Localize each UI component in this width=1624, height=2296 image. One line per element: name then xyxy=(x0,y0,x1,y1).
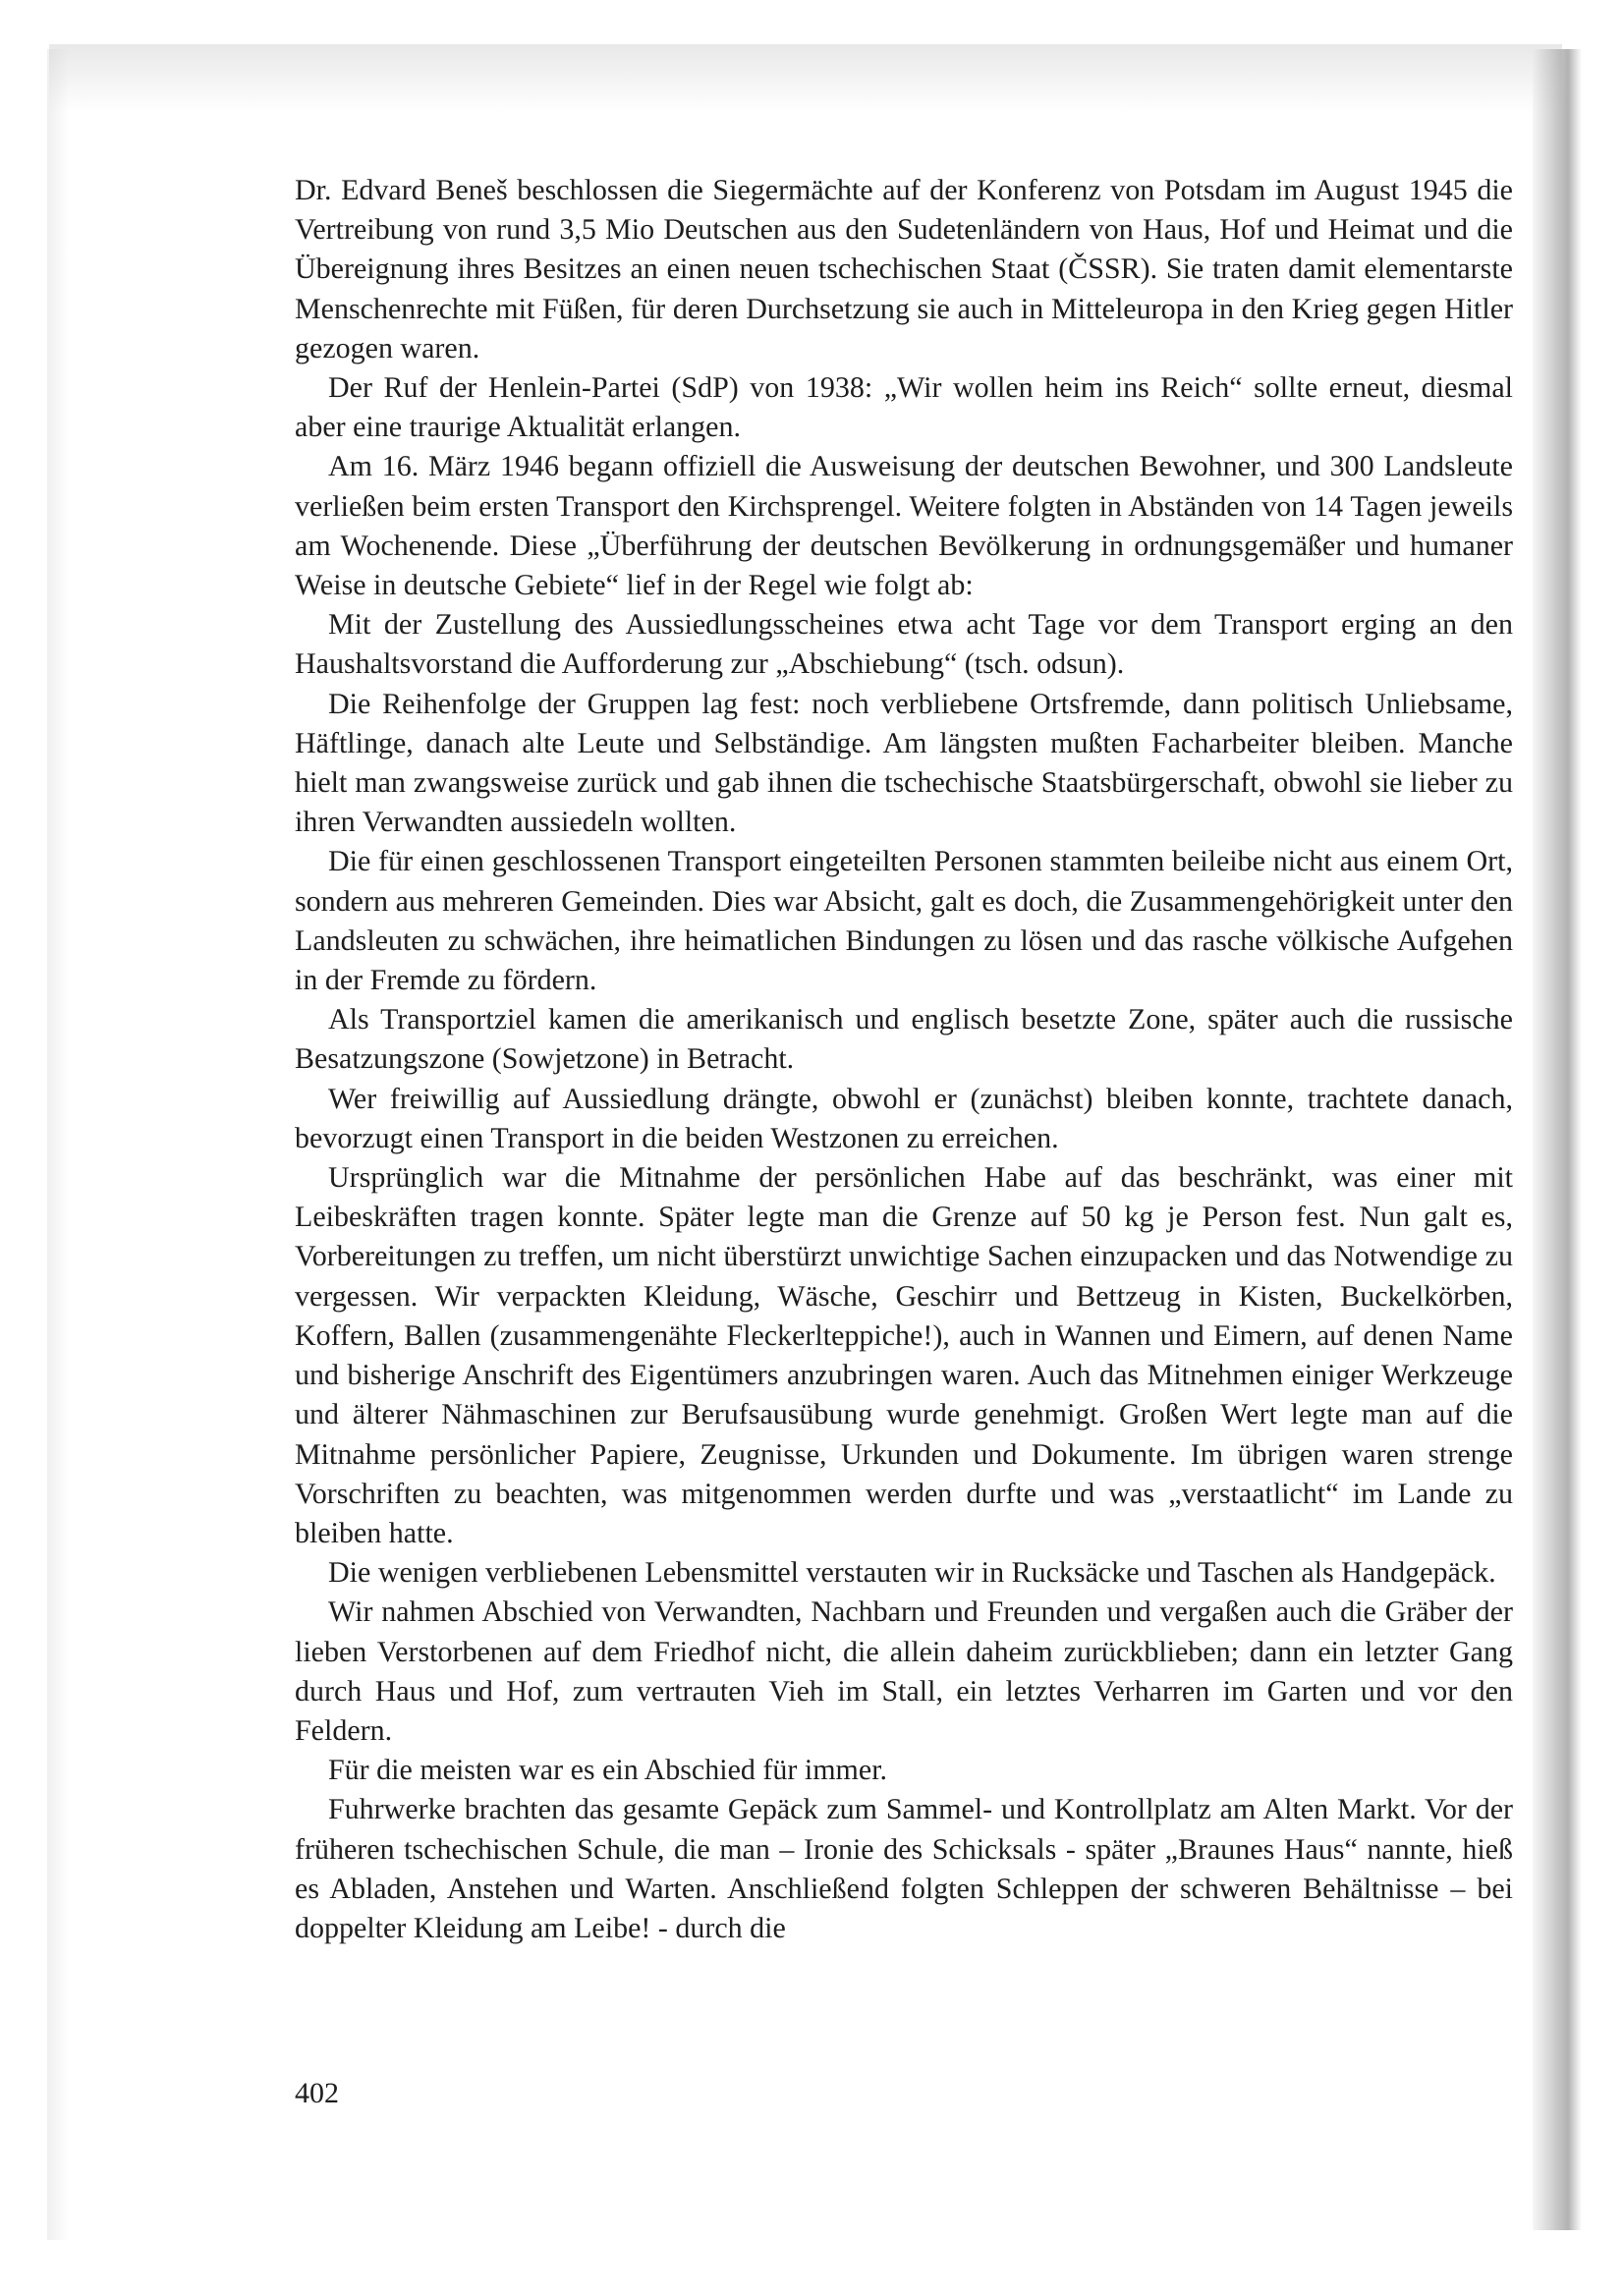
paragraph-4: Mit der Zustellung des Aussiedlungsscheines etwa acht Tage vor dem Transport erging an den Haushaltsvorstand die Aufforderung zur „Abschiebung“ (tsch. odsun). xyxy=(295,608,1513,681)
paragraph-9: Ursprünglich war die Mitnahme der persönlichen Habe auf das beschränkt, was einer mit Leibeskräften tragen konnte. Später legte man die Grenze auf 50 kg je Person fest. Nun galt es, Vorbereitungen zu treffen, um nicht überstürzt unwichtige Sachen einzupacken und das Notwendige zu vergessen. Wir verpackten Kleidung, Wäsche, Geschirr und Bettzeug in Kisten, Buckelkörben, Koffern, Ballen (zusammengenähte Fleckerlteppiche!), auch in Wannen und Eimern, auf denen Name und bisherige Anschrift des Eigentümers anzubringen waren. Auch das Mitnehmen einiger Werkzeuge und älterer Nähmaschinen zur Berufsausübung wurde genehmigt. Großen Wert legte man auf die Mitnahme persönlicher Papiere, Zeugnisse, Urkunden und Dokumente. Im übrigen waren strenge Vorschriften zu beachten, was mitgenommen werden durfte und was „verstaatlicht“ im Lande zu bleiben hatte. xyxy=(295,1161,1513,1549)
scan-shadow-top xyxy=(49,44,1562,113)
paragraph-5: Die Reihenfolge der Gruppen lag fest: noch verbliebene Ortsfremde, dann politisch Unliebsame, Häftlinge, danach alte Leute und Selbständige. Am längsten mußten Facharbeiter bleiben. Manche hielt man zwangsweise zurück und gab ihnen die tschechische Staatsbürgerschaft, obwohl sie lieber zu ihren Verwandten aussiedeln wollten. xyxy=(295,687,1513,839)
scan-shadow-left xyxy=(47,49,69,2240)
paragraph-13: Fuhrwerke brachten das gesamte Gepäck zum Sammel- und Kontrollplatz am Alten Markt. Vor der früheren tschechischen Schule, die man – Ironie des Schicksals - später „Braunes Haus“ nannte, hieß es Abladen, Anstehen und Warten. Anschließend folgten Schleppen der schweren Behältnisse – bei doppelter Kleidung am Leibe! - durch die xyxy=(295,1793,1513,1944)
paragraph-11: Wir nahmen Abschied von Verwandten, Nachbarn und Freunden und vergaßen auch die Gräber der lieben Verstorbenen auf dem Friedhof nicht, die allein daheim zurückblieben; dann ein letzter Gang durch Haus und Hof, zum vertrauten Vieh im Stall, ein letztes Verharren im Garten und vor den Feldern. xyxy=(295,1596,1513,1747)
paragraph-12: Für die meisten war es ein Abschied für immer. xyxy=(328,1754,888,1787)
paragraph-3: Am 16. März 1946 begann offiziell die Ausweisung der deutschen Bewohner, und 300 Landsleute verließen beim ersten Transport den Kirchsprengel. Weitere folgten in Abständen von 14 Tagen jeweils am Wochenende. Diese „Überführung der deutschen Bevölkerung in ordnungsgemäßer und humaner Weise in deutsche Gebiete“ lief in der Regel wie folgt ab: xyxy=(295,450,1513,602)
paragraph-6: Die für einen geschlossenen Transport eingeteilten Personen stammten beileibe nicht aus einem Ort, sondern aus mehreren Gemeinden. Dies war Absicht, galt es doch, die Zusammengehörigkeit unter den Landsleuten zu schwächen, ihre heimatlichen Bindungen zu lösen und das rasche völkische Aufgehen in der Fremde zu fördern. xyxy=(295,845,1513,997)
paragraph-8: Wer freiwillig auf Aussiedlung drängte, obwohl er (zunächst) bleiben konnte, trachtete danach, bevorzugt einen Transport in die beiden Westzonen zu erreichen. xyxy=(295,1082,1513,1154)
paragraph-2: Der Ruf der Henlein-Partei (SdP) von 1938: „Wir wollen heim ins Reich“ sollte erneut, diesmal aber eine traurige Aktualität erlangen. xyxy=(295,371,1513,444)
page-number: 402 xyxy=(295,2077,339,2109)
paragraph-10: Die wenigen verbliebenen Lebensmittel verstauten wir in Rucksäcke und Taschen als Handgepäck. xyxy=(328,1556,1496,1590)
scan-shadow-right xyxy=(1533,49,1582,2230)
paragraph-7: Als Transportziel kamen die amerikanisch und englisch besetzte Zone, später auch die russische Besatzungszone (Sowjetzone) in Betracht. xyxy=(295,1003,1513,1076)
paragraph-1: Dr. Edvard Beneš beschlossen die Siegermächte auf der Konferenz von Potsdam im August 1945 die Vertreibung von rund 3,5 Mio Deutschen aus den Sudetenländern von Haus, Hof und Heimat und die Übereignung ihres Besitzes an einen neuen tschechischen Staat (ČSSR). Sie traten damit elementarste Menschenrechte mit Füßen, für deren Durchsetzung sie auch in Mitteleuropa in den Krieg gegen Hitler gezogen waren. xyxy=(295,174,1513,364)
body-text xyxy=(295,171,1513,1948)
